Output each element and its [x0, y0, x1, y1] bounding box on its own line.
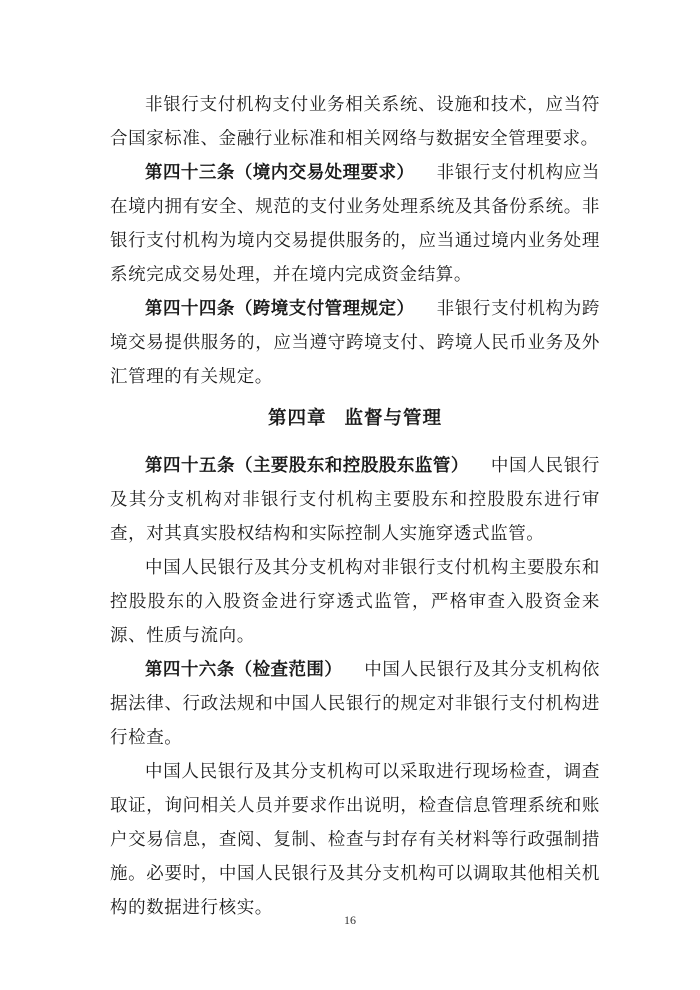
paragraph-capital-supervision: [110, 551, 600, 653]
article-44: [110, 292, 600, 394]
chapter-heading: [110, 404, 600, 430]
lower-text-block: [110, 449, 600, 925]
upper-text-block: [110, 88, 600, 394]
paragraph-text: 中国人民银行及其分支机构对非银行支付机构主要股东和控股股东的入股资金进行穿透式监管，严格审查入股资金来源、性质与流向。: [110, 558, 600, 646]
paragraph-text: 非银行支付机构支付业务相关系统、设施和技术，应当符合国家标准、金融行业标准和相关网络与数据安全管理要求。: [110, 95, 600, 149]
article-45: [110, 449, 600, 551]
article-46-heading: 第四十六条（检查范围）: [145, 660, 343, 680]
article-45-heading: 第四十五条（主要股东和控股股东监管）: [145, 456, 469, 476]
article-46: [110, 653, 600, 755]
chapter-title: 监督与管理: [344, 408, 443, 429]
article-43-text: 非银行支付机构应当在境内拥有安全、规范的支付业务处理系统及其备份系统。非银行支付机构为境内交易提供服务的，应当通过境内业务处理系统完成交易处理，并在境内完成资金结算。: [110, 163, 600, 285]
paragraph-text: 中国人民银行及其分支机构可以采取进行现场检查，调查取证，询问相关人员并要求作出说明，检查信息管理系统和账户交易信息，查阅、复制、检查与封存有关材料等行政强制措施。必要时，中国人民银行及其分支机构可以调取其他相关机构的数据进行核实。: [110, 762, 600, 918]
page-number: 16: [344, 913, 356, 927]
article-43-heading: 第四十三条（境内交易处理要求）: [145, 163, 415, 183]
chapter-number: 第四章: [267, 408, 327, 429]
article-45-text: 中国人民银行及其分支机构对非银行支付机构主要股东和控股股东进行审查，对其真实股权结构和实际控制人实施穿透式监管。: [110, 456, 600, 544]
paragraph-inspection-measures: [110, 755, 600, 925]
article-46-text: 中国人民银行及其分支机构依据法律、行政法规和中国人民银行的规定对非银行支付机构进行检查。: [110, 660, 600, 748]
article-43: [110, 156, 600, 292]
article-44-heading: 第四十四条（跨境支付管理规定）: [145, 299, 415, 319]
paragraph-system-standards: [110, 88, 600, 156]
article-44-text: 非银行支付机构为跨境交易提供服务的，应当遵守跨境支付、跨境人民币业务及外汇管理的有关规定。: [110, 299, 600, 387]
